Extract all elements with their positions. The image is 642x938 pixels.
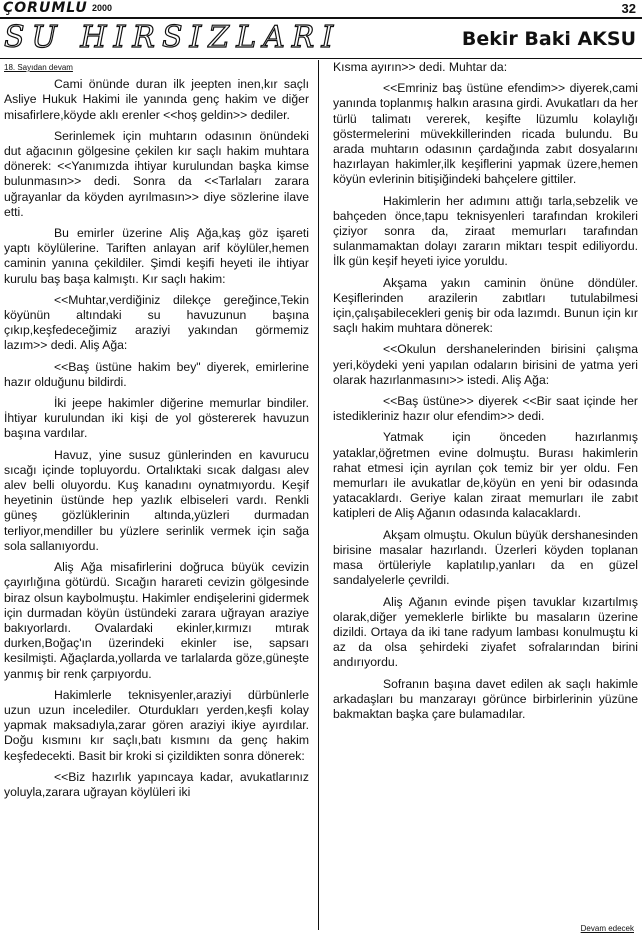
article-title: SU HIRSIZLARI <box>4 20 341 55</box>
right-column <box>333 60 638 920</box>
paragraph: Cami önünde duran ilk jeepten inen,kır saçlı Asliye Hukuk Hakimi ile yanında genç hakim ve diğer misafirlere,köyde aklı erenler <<hoş geldin>> dediler. <box>4 77 309 122</box>
paragraph: Aliş Ağa misafirlerini doğruca büyük cevizin çayırlığına götürdü. Sıcağın harareti cevizin gölgesinde biraz olsun kaybolmuştu. Hakimler endişelerini gidermek için durmadan köyün üstündeki zarara uğrayan araziye bakıyorlardı. Ovalardaki ekinler,kırmızı mtırak durken,Boğaç'ın üzerindeki ekinler ise, sapsarı kesilmişti. Ağaçlarda,yollarda ve tarlalarda göze,güneşte yanmış bir renk çarpıyordu. <box>4 560 309 681</box>
continued-from-label: 18. Sayıdan devam <box>4 63 73 72</box>
paragraph: Akşam olmuştu. Okulun büyük dershanesinden birisine masalar hazırlandı. Üzerleri köyden toplanan masa örtüleriyle kaplatılıp,yanları da en güzel sandalyelerle çevrildi. <box>333 527 638 588</box>
paragraph: <<Muhtar,verdiğiniz dilekçe gereğince,Tekin köyünün altındaki su havuzunun başına çıkıp,keşfedeceğimiz araziyi yakından görmemiz lazım>> dedi. Aliş Ağa: <box>4 292 309 353</box>
paragraph: Aliş Ağanın evinde pişen tavuklar kızartılmış olarak,diğer yemeklerle birlikte bu masaların üzerine dizildi. Ortaya da iki tane radyum lambası konulmuştu ki az da olsa şehirdeki ziyafet sofralarından birini andırıyordu. <box>333 594 638 670</box>
left-column <box>4 60 309 920</box>
paragraph: <<Baş üstüne>> diyerek <<Bir saat içinde her istedikleriniz hazır olur efendim>> dedi. <box>333 394 638 424</box>
paragraph: Sofranın başına davet edilen ak saçlı hakimle arkadaşları bu manzarayı görünce birbirlerinin yüzüne bakmaktan başka çare bulamadılar. <box>333 676 638 721</box>
paragraph: Kısma ayırın>> dedi. Muhtar da: <box>333 60 508 74</box>
paragraph: Serinlemek için muhtarın odasının önündeki dut ağacının gölgesine çekilen kır saçlı hakim muhtara dönerek: <<Yanımızda ihtiyar kurulundan başka kimse bulunmasın>> dedi. Sonra da <<Tarlaları zarara uğrayanlar da köyden ayrılmasın>> diye sözlerine ilave etti. <box>4 128 309 219</box>
paragraph: Havuz, yine susuz günlerinden en kavurucu sıcağı içinde topluyordu. Ortalıktaki sıcak dalgası alev alev belli oluyordu. Kuş kanadını oynatmıyordu. Keşif heyetinin üstünde hep yazlık elbiseleri vardı. Renkli güneş gözlüklerinin altında,yüzleri durmadan terliyor,mendiller bu yüzlere serinlik vermek için sağa sola sallanıyordu. <box>4 447 309 553</box>
paragraph: İki jeepe hakimler diğerine memurlar bindiler. İhtiyar kurulundan iki kişi de yol göstererek havuzun başına vardılar. <box>4 396 309 441</box>
paragraph: Akşama yakın caminin önüne döndüler. Keşiflerinden arazilerin zabıtları tutulabilmesi için,çalışabilecekleri geniş bir oda lazımdı. Bunun için kır saçlı hakim muhtara dönerek: <box>333 275 638 336</box>
paragraph: Yatmak için önceden hazırlanmış yataklar,öğretmen evine dolmuştu. Burası hakimlerin rahat etmesi için ayrılan çok temiz bir yer oldu. Fen memurları ile avukatlar de,köyün en yeni bir odasında yatacaklardı. Geriye kalan ziraat memurları ile zabıt katipleri de Aliş Ağanın odasında kalacaklardı. <box>333 430 638 521</box>
column-divider <box>318 60 319 930</box>
issue-year: 2000 <box>92 3 113 13</box>
newspaper-logo: ÇORUMLU <box>3 0 88 16</box>
paragraph: <<Emriniz baş üstüne efendim>> diyerek,cami yanında toplanmış halkın arasına girdi. Avukatları da her türlü talimatı vererek, keşifte lüzumlu kolaylığı göstermelerini müvekkillerinden ricada bulundu. Bu arada muhtarın odasının çardağında zabıt dosyalarını hazırlayan hakimler,ilk keşiflerini yapmak üzere,hemen köyün evlerinin bitişiğindeki bahçelere gittiler. <box>333 81 638 187</box>
paragraph: <<Biz hazırlık yapıncaya kadar, avukatlarınız yoluyla,zarara uğrayan köylüleri iki <box>4 769 309 799</box>
article-author: Bekir Baki AKSU <box>461 28 636 50</box>
continued-label: Devam edecek <box>580 924 634 933</box>
paragraph: <<Okulun dershanelerinden birisini çalışma yeri,köydeki yeni yapılan odaların birisini de yatma yeri olarak hazırlanmasını>> istedi. Aliş Ağa: <box>333 342 638 387</box>
page-number: 32 <box>621 1 636 16</box>
title-rule <box>0 58 642 59</box>
paragraph: Hakimlerin her adımını attığı tarla,sebzelik ve bahçeden önce,tapu teknisyenleri tarafından krokileri çiziyor sonra da, ziraat memurları tarafından sulanmamaktan dolayı zararın miktarı tespit ediliyordu. İlk gün keşif heyeti iyice yoruldu. <box>333 193 638 269</box>
header-rule <box>0 17 642 19</box>
paragraph: <<Baş üstüne hakim bey" diyerek, emirlerine hazır olduğunu bildirdi. <box>4 359 309 389</box>
paragraph: Hakimlerle teknisyenler,araziyi dürbünlerle uzun uzun incelediler. Oturdukları yerden,keşfi kolay yapmak maksadıyla,zarar gören araziyi ikiye ayırdılar. Doğu kısmını kır saçlı,batı kısmını da genç hakim keşfedecekti. Basit bir kroki si çizildikten sonra dönerek: <box>4 687 309 763</box>
paragraph: Bu emirler üzerine Aliş Ağa,kaş göz işareti yaptı köylülerine. Tariften anlayan arif köylüler,hemen caminin yanına çekildiler. Şimdi keşifi heyeti ile ihtiyar kurulu baş başa kalmıştı. Kır saçlı hakim: <box>4 226 309 286</box>
